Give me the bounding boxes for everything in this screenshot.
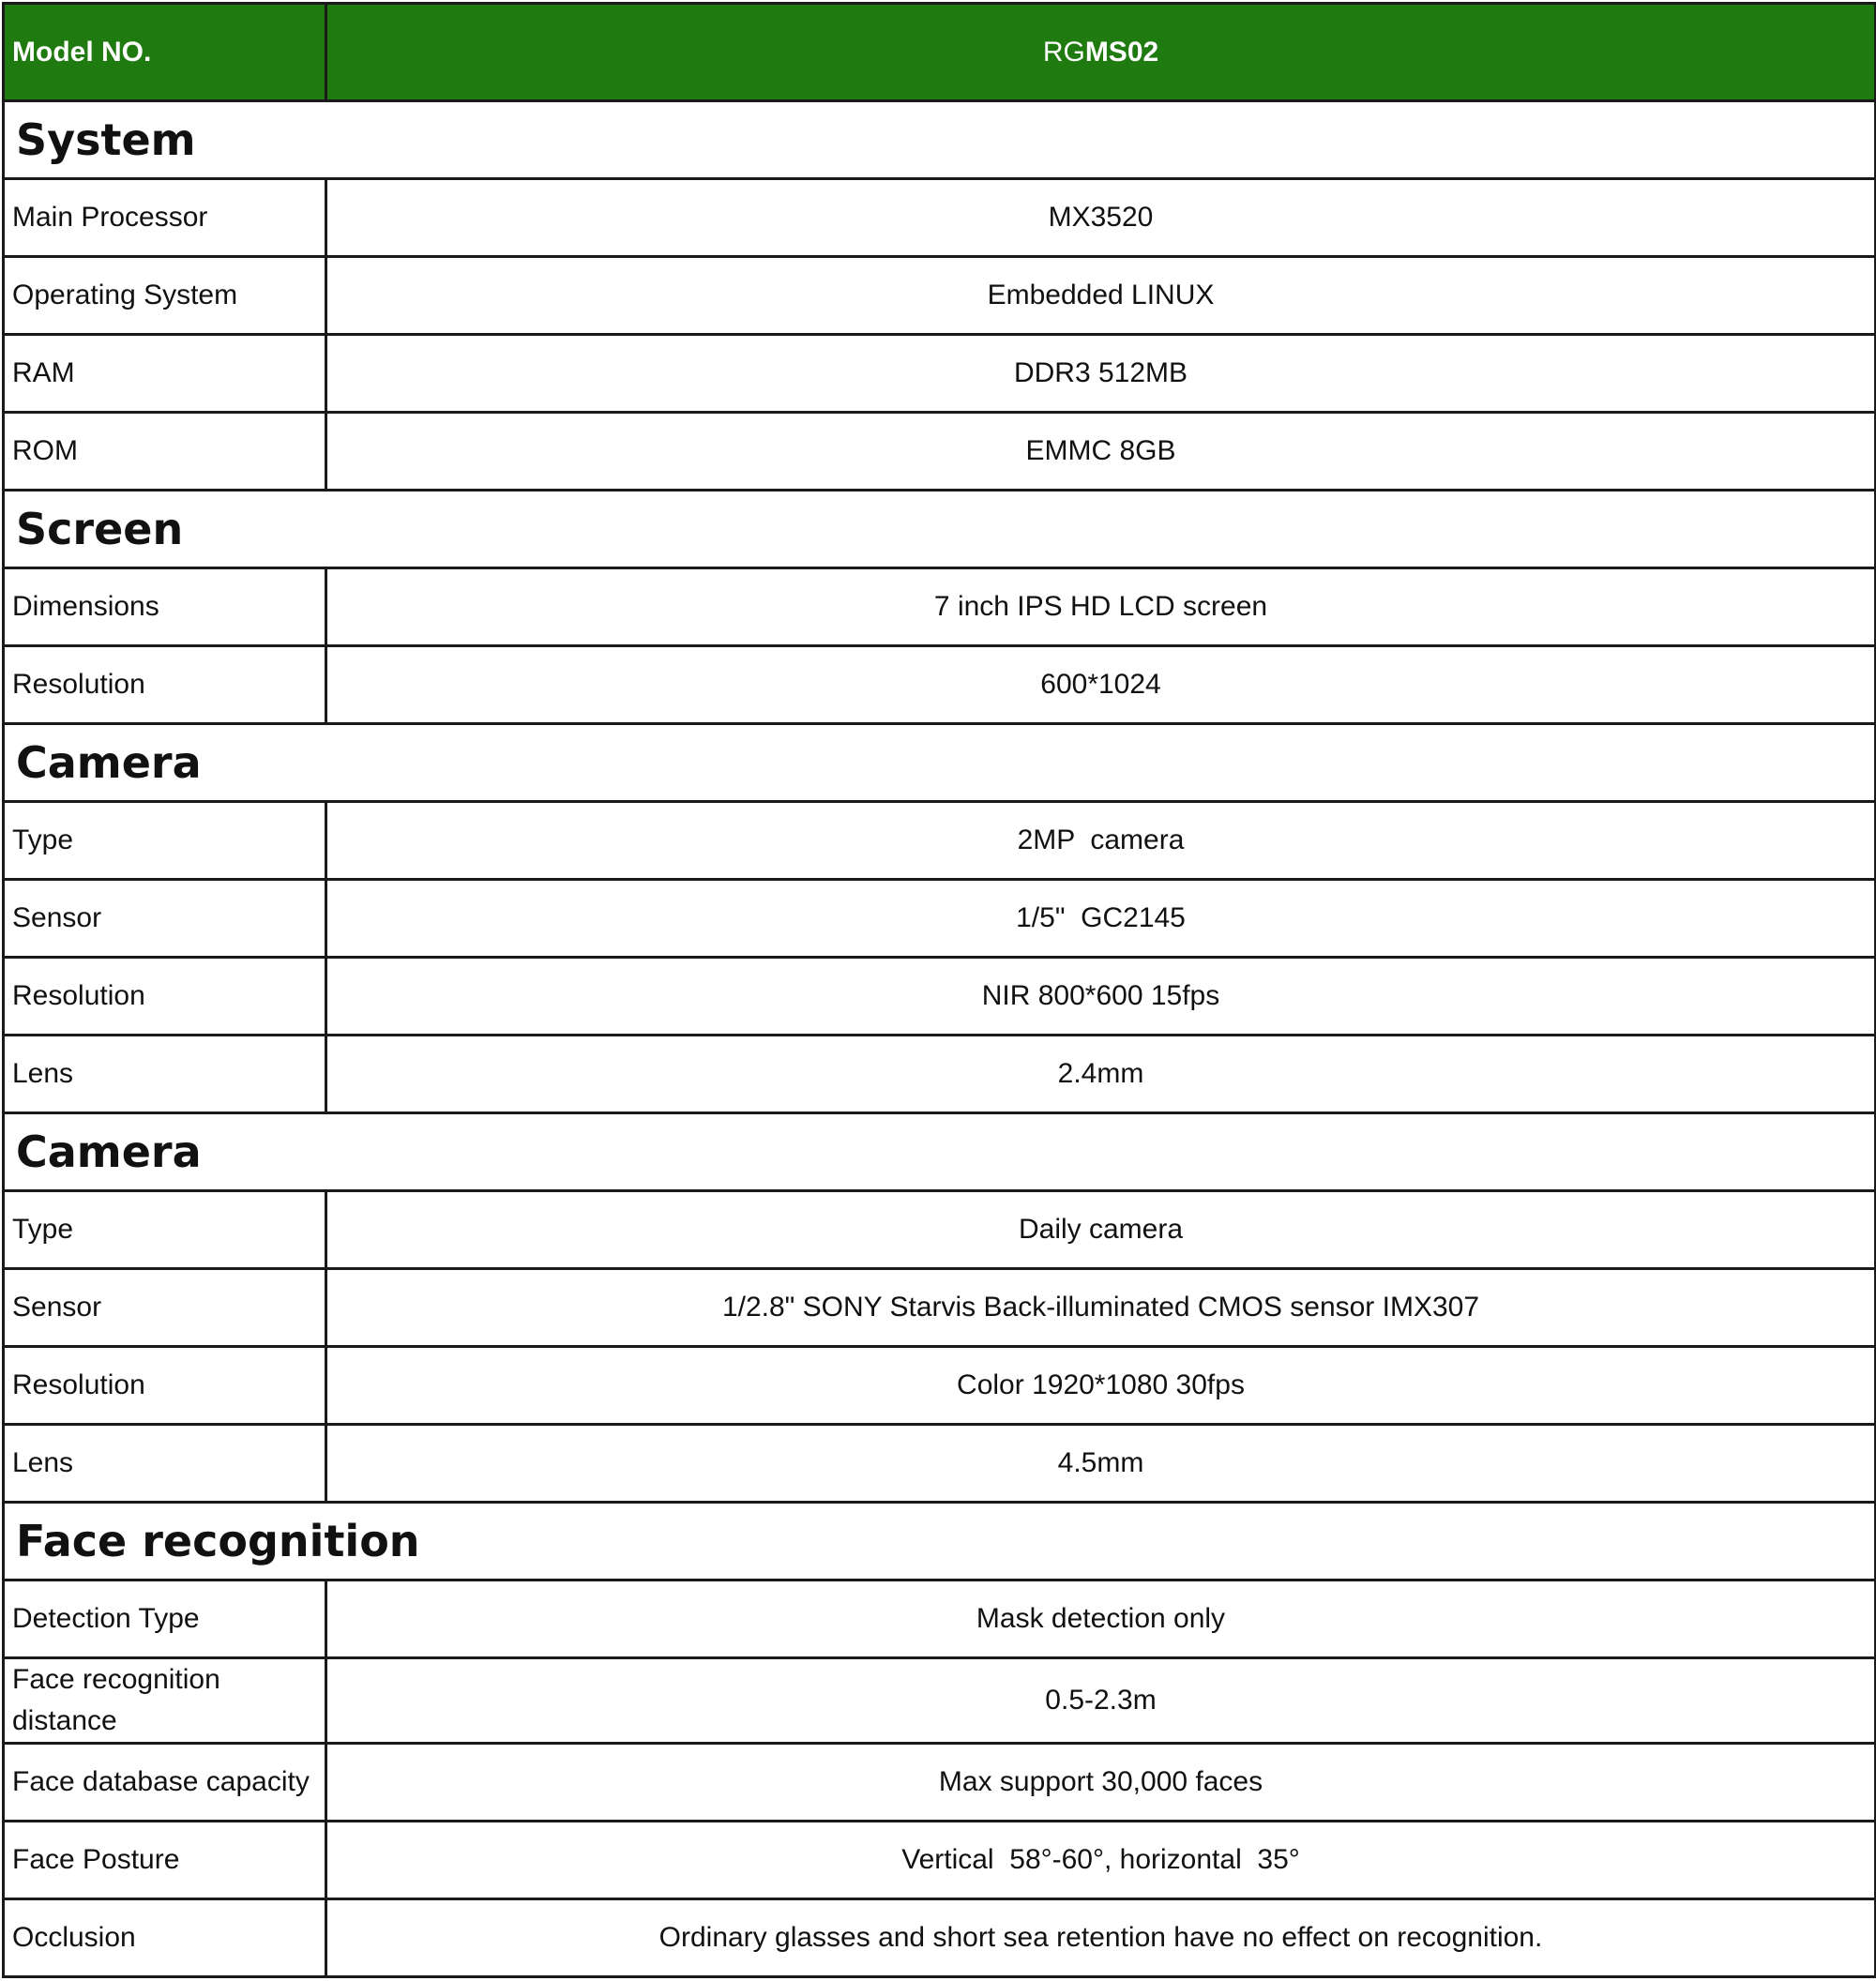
section-heading-row: [4, 101, 1876, 179]
spec-value: Max support 30,000 faces: [326, 1744, 1876, 1822]
spec-value: Color 1920*1080 30fps: [326, 1347, 1876, 1425]
section-heading-row: [4, 1113, 1876, 1191]
spec-value: EMMC 8GB: [326, 413, 1876, 491]
spec-row: [4, 646, 1876, 724]
spec-label: Sensor: [4, 1269, 326, 1347]
section-title-system: System: [4, 101, 1876, 179]
spec-row: [4, 335, 1876, 413]
spec-row: [4, 1580, 1876, 1658]
section-title-camera: Camera: [4, 1113, 1876, 1191]
spec-label: Dimensions: [4, 568, 326, 646]
spec-label: Resolution: [4, 646, 326, 724]
spec-label: Resolution: [4, 1347, 326, 1425]
spec-label: Main Processor: [4, 179, 326, 257]
spec-label: Face Posture: [4, 1822, 326, 1899]
spec-row: [4, 1036, 1876, 1113]
section-title-camera: Camera: [4, 724, 1876, 802]
spec-value: DDR3 512MB: [326, 335, 1876, 413]
model-prefix: RG: [1042, 36, 1085, 68]
spec-value: Ordinary glasses and short sea retention have no effect on recognition.: [326, 1899, 1876, 1977]
spec-value: 1/5" GC2145: [326, 880, 1876, 958]
spec-label: Type: [4, 802, 326, 880]
model-number: [326, 4, 1876, 101]
spec-label: Occlusion: [4, 1899, 326, 1977]
spec-label: Type: [4, 1191, 326, 1269]
spec-value: 0.5-2.3m: [326, 1658, 1876, 1744]
spec-label: Sensor: [4, 880, 326, 958]
spec-label: Resolution: [4, 958, 326, 1036]
spec-row: [4, 568, 1876, 646]
spec-value: MX3520: [326, 179, 1876, 257]
section-title-screen: Screen: [4, 491, 1876, 568]
spec-row: [4, 257, 1876, 335]
section-heading-row: [4, 491, 1876, 568]
spec-table: [2, 2, 1876, 1978]
section-heading-row: [4, 1503, 1876, 1580]
spec-label: Lens: [4, 1036, 326, 1113]
spec-value: 7 inch IPS HD LCD screen: [326, 568, 1876, 646]
spec-label: Face recognition distance: [4, 1658, 326, 1744]
spec-value: 600*1024: [326, 646, 1876, 724]
model-header-row: [4, 4, 1876, 101]
spec-label: Lens: [4, 1425, 326, 1503]
spec-row: [4, 802, 1876, 880]
spec-row: [4, 1899, 1876, 1977]
model-label: Model NO.: [4, 4, 326, 101]
spec-row: [4, 1347, 1876, 1425]
spec-label: Detection Type: [4, 1580, 326, 1658]
spec-value: 4.5mm: [326, 1425, 1876, 1503]
spec-value: 2.4mm: [326, 1036, 1876, 1113]
spec-row: [4, 1658, 1876, 1744]
spec-label: RAM: [4, 335, 326, 413]
model-suffix: MS02: [1084, 36, 1159, 68]
spec-label: Operating System: [4, 257, 326, 335]
spec-row: [4, 1191, 1876, 1269]
spec-row: [4, 179, 1876, 257]
spec-row: [4, 958, 1876, 1036]
spec-value: Vertical 58°-60°, horizontal 35°: [326, 1822, 1876, 1899]
spec-value: Embedded LINUX: [326, 257, 1876, 335]
spec-value: NIR 800*600 15fps: [326, 958, 1876, 1036]
spec-row: [4, 1425, 1876, 1503]
spec-row: [4, 1822, 1876, 1899]
spec-row: [4, 413, 1876, 491]
spec-value: 1/2.8" SONY Starvis Back-illuminated CMOS sensor IMX307: [326, 1269, 1876, 1347]
spec-value: Daily camera: [326, 1191, 1876, 1269]
spec-label: ROM: [4, 413, 326, 491]
section-title-face-recognition: Face recognition: [4, 1503, 1876, 1580]
spec-row: [4, 880, 1876, 958]
spec-label: Face database capacity: [4, 1744, 326, 1822]
spec-value: 2MP camera: [326, 802, 1876, 880]
spec-row: [4, 1744, 1876, 1822]
section-heading-row: [4, 724, 1876, 802]
spec-value: Mask detection only: [326, 1580, 1876, 1658]
spec-row: [4, 1269, 1876, 1347]
